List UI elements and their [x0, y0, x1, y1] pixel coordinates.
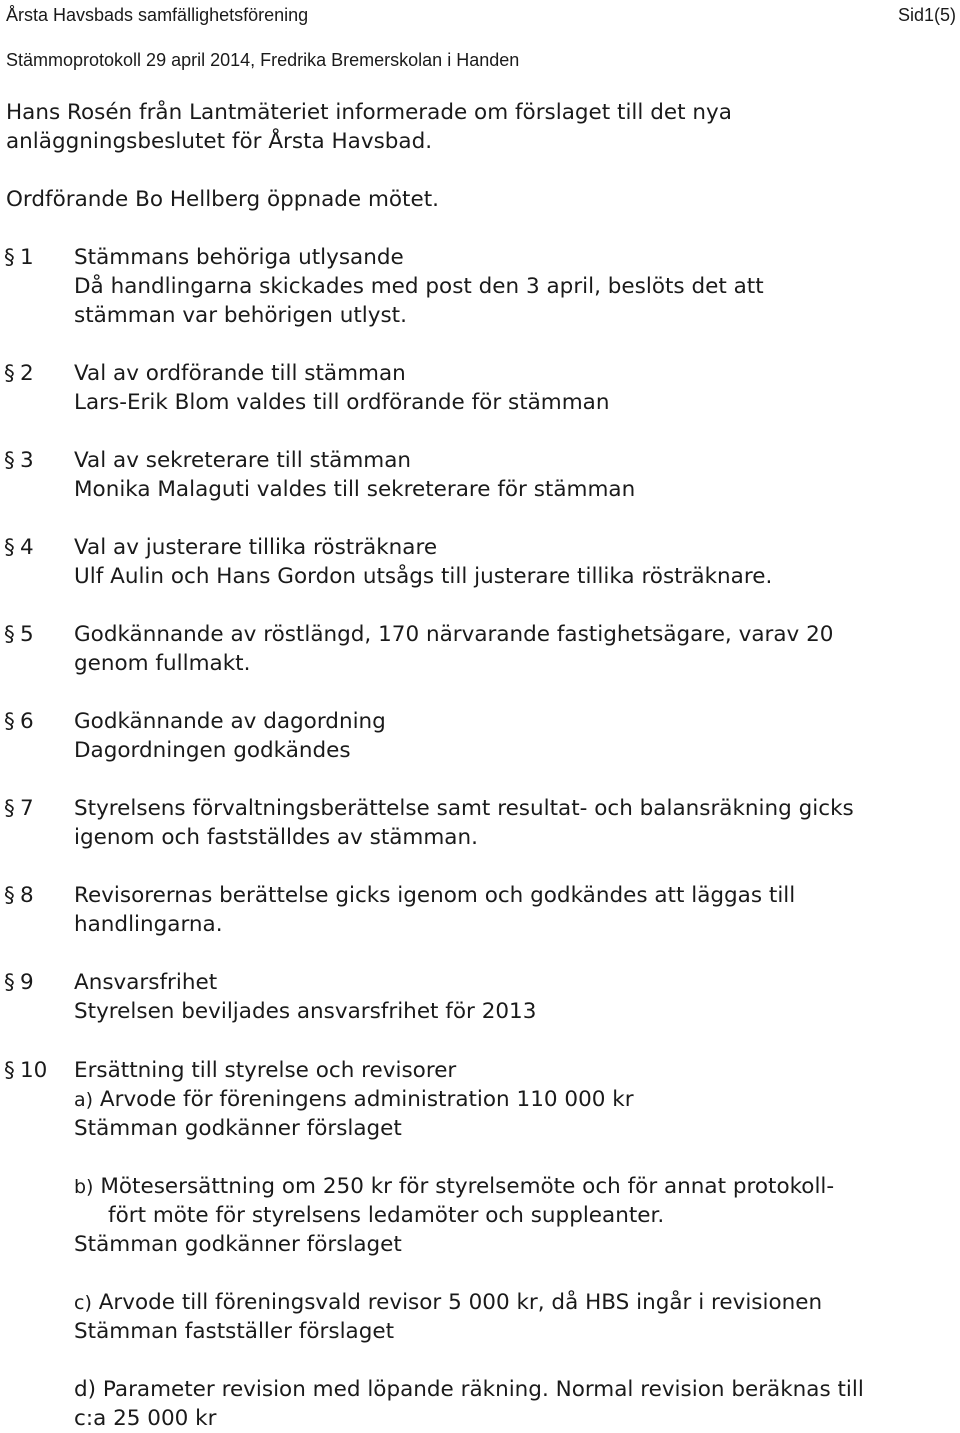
section-title: Stämmans behöriga utlysande — [74, 245, 404, 270]
item-decision-c: Stämman fastställer förslaget — [74, 1319, 395, 1344]
section-text: igenom och fastställdes av stämman. — [74, 825, 478, 850]
list-item — [74, 1288, 822, 1318]
list-item — [74, 1375, 864, 1404]
section-symbol: § — [4, 535, 15, 560]
section-number: § 8 — [4, 883, 34, 908]
item-text-d: Parameter revision med löpande räkning. Normal revision beräknas till — [102, 1377, 864, 1402]
item-text-a: Arvode för föreningens administration 110 000 kr — [99, 1087, 634, 1112]
page-header — [6, 3, 956, 27]
section-text: genom fullmakt. — [74, 651, 251, 676]
section-title: Val av sekreterare till stämman — [74, 448, 412, 473]
section-number: § 4 — [4, 535, 34, 560]
section-title: Ersättning till styrelse och revisorer — [74, 1058, 457, 1083]
section-text: Lars-Erik Blom valdes till ordförande för stämman — [74, 390, 610, 415]
section-title: Val av justerare tillika rösträknare — [74, 535, 438, 560]
section-title: Val av ordförande till stämman — [74, 361, 406, 386]
section-text: stämman var behörigen utlyst. — [74, 303, 407, 328]
section-number: § 9 — [4, 970, 34, 995]
intro-line-2: anläggningsbeslutet för Årsta Havsbad. — [6, 129, 433, 154]
section-symbol: § — [4, 970, 15, 995]
item-label-a: a) — [74, 1089, 94, 1111]
page-number: Sid1(5) — [897, 5, 956, 25]
section-title: Styrelsens förvaltningsberättelse samt resultat- och balansräkning gicks — [74, 796, 854, 821]
section-number: § 1 — [4, 245, 34, 270]
section-number: § 10 — [4, 1058, 48, 1083]
section-symbol: § — [4, 245, 15, 270]
section-number: § 3 — [4, 448, 34, 473]
section-text: Ulf Aulin och Hans Gordon utsågs till justerare tillika rösträknare. — [74, 564, 773, 589]
item-text-b-cont: fört möte för styrelsens ledamöter och suppleanter. — [108, 1203, 665, 1228]
item-text-b: Mötesersättning om 250 kr för styrelsemöte och för annat protokoll- — [100, 1174, 835, 1199]
section-symbol: § — [4, 622, 15, 647]
list-item — [74, 1172, 834, 1202]
section-number: § 7 — [4, 796, 34, 821]
section-symbol: § — [4, 709, 15, 734]
section-symbol: § — [4, 1058, 15, 1083]
section-title: Revisorernas berättelse gicks igenom och godkändes att läggas till — [74, 883, 796, 908]
section-number: § 5 — [4, 622, 34, 647]
section-title: Godkännande av röstlängd, 170 närvarande fastighetsägare, varav 20 — [74, 622, 834, 647]
item-label-d: d) — [74, 1377, 97, 1402]
section-number: § 2 — [4, 361, 34, 386]
section-symbol: § — [4, 448, 15, 473]
intro-line-3: Ordförande Bo Hellberg öppnade mötet. — [6, 187, 439, 212]
item-decision-a: Stämman godkänner förslaget — [74, 1116, 402, 1141]
section-text: handlingarna. — [74, 912, 223, 937]
section-symbol: § — [4, 361, 15, 386]
item-text-c: Arvode till föreningsvald revisor 5 000 kr, då HBS ingår i revisionen — [98, 1290, 823, 1315]
section-text: Styrelsen beviljades ansvarsfrihet för 2013 — [74, 999, 537, 1024]
section-text: Då handlingarna skickades med post den 3 april, beslöts det att — [74, 274, 764, 299]
list-item — [74, 1085, 634, 1115]
section-number: § 6 — [4, 709, 34, 734]
section-text: Monika Malaguti valdes till sekreterare för stämman — [74, 477, 636, 502]
intro-line-1: Hans Rosén från Lantmäteriet informerade om förslaget till det nya — [6, 100, 732, 125]
organization-name: Årsta Havsbads samfällighetsförening — [6, 5, 309, 25]
section-symbol: § — [4, 883, 15, 908]
section-title: Ansvarsfrihet — [74, 970, 218, 995]
section-text: Dagordningen godkändes — [74, 738, 351, 763]
protocol-subtitle: Stämmoprotokoll 29 april 2014, Fredrika Bremerskolan i Handen — [6, 50, 520, 70]
section-title: Godkännande av dagordning — [74, 709, 386, 734]
item-text-d-cont: c:a 25 000 kr — [74, 1406, 217, 1431]
item-decision-b: Stämman godkänner förslaget — [74, 1232, 402, 1257]
section-symbol: § — [4, 796, 15, 821]
item-label-b: b) — [74, 1176, 94, 1198]
item-label-c: c) — [74, 1292, 92, 1314]
